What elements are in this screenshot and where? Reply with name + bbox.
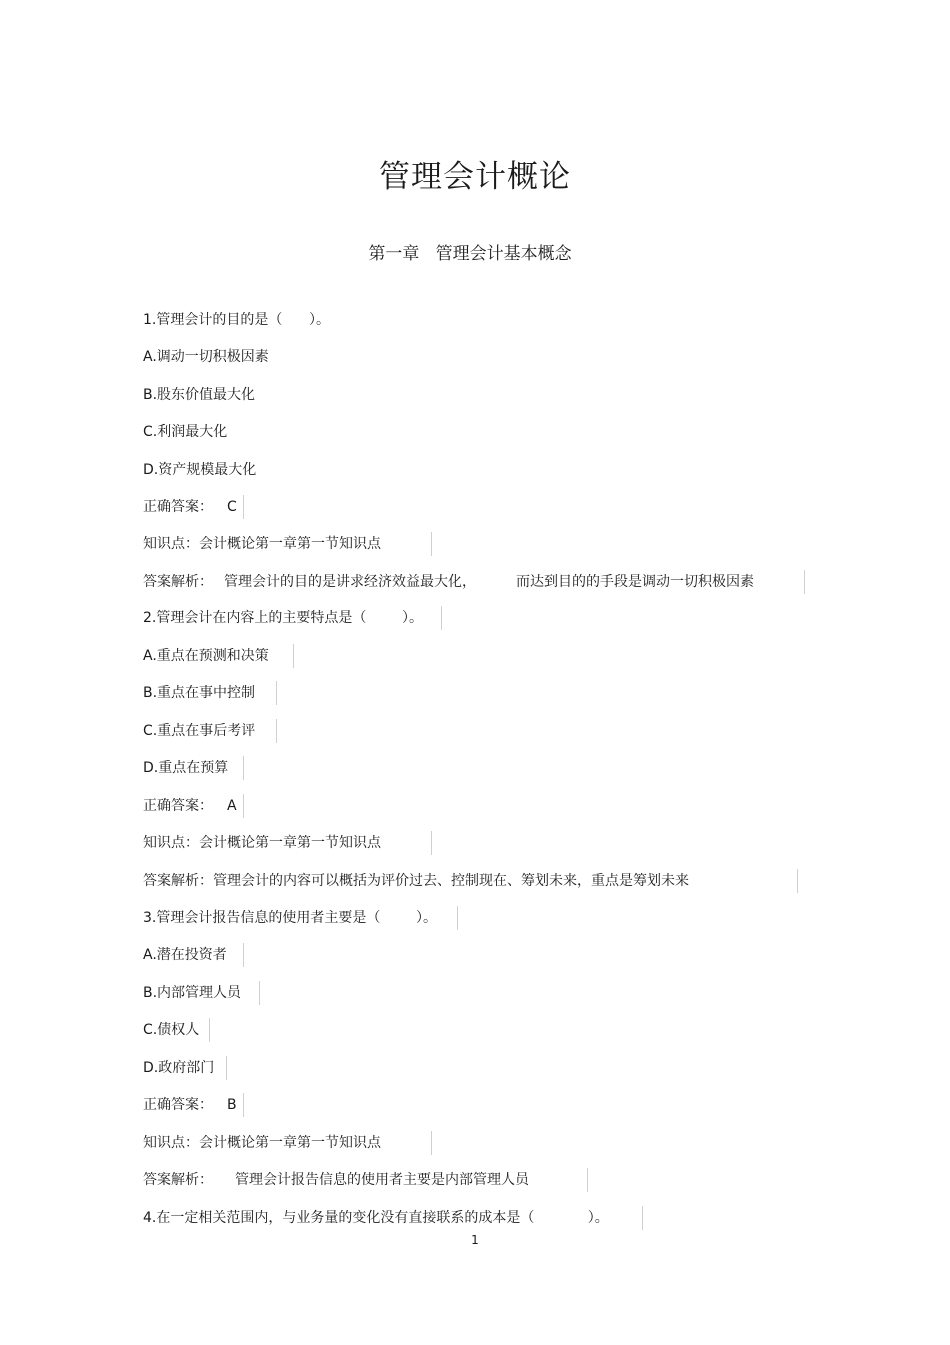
- answer-analysis: [143, 572, 754, 592]
- analysis-label: 答案解析：: [143, 574, 213, 590]
- cell-border: [243, 794, 244, 818]
- analysis-text-continued: 而达到目的的手段是调动一切积极因素: [516, 574, 754, 590]
- cell-border: [276, 681, 277, 705]
- page-number: 1: [471, 1233, 479, 1247]
- option-b: B.重点在事中控制: [143, 685, 256, 701]
- document-title: 管理会计概论: [379, 159, 571, 195]
- cell-border: [259, 981, 260, 1005]
- correct-answer: [143, 1095, 237, 1115]
- cell-border: [587, 1168, 588, 1192]
- option-a: A.重点在预测和决策: [143, 648, 269, 664]
- answer-value: A: [227, 798, 237, 814]
- option-a: A.调动一切积极因素: [143, 349, 269, 365]
- knowledge-point: 知识点：会计概论第一章第一节知识点: [143, 1135, 381, 1151]
- option-a: A.潜在投资者: [143, 947, 227, 963]
- option-b: B.内部管理人员: [143, 985, 242, 1001]
- cell-border: [226, 1056, 227, 1080]
- chapter-heading: 第一章 管理会计基本概念: [368, 244, 572, 264]
- correct-answer: [143, 796, 237, 816]
- option-c: C.债权人: [143, 1022, 200, 1038]
- analysis-text: 管理会计的目的是讲求经济效益最大化，: [224, 574, 476, 590]
- analysis-label: 答案解析：: [143, 1172, 213, 1188]
- option-c: C.利润最大化: [143, 424, 228, 440]
- cell-border: [457, 906, 458, 930]
- answer-value: B: [227, 1097, 237, 1113]
- answer-label: 正确答案：: [143, 1097, 213, 1113]
- cell-border: [441, 606, 442, 630]
- analysis-text: 管理会计报告信息的使用者主要是内部管理人员: [235, 1172, 529, 1188]
- option-d: D.重点在预算: [143, 760, 229, 776]
- answer-label: 正确答案：: [143, 499, 213, 515]
- cell-border: [642, 1206, 643, 1230]
- answer-analysis: [143, 1170, 529, 1190]
- analysis-label: 答案解析：: [143, 873, 213, 889]
- option-b: B.股东价值最大化: [143, 387, 256, 403]
- answer-value: C: [227, 499, 237, 515]
- knowledge-point: 知识点：会计概论第一章第一节知识点: [143, 536, 381, 552]
- cell-border: [431, 1131, 432, 1155]
- cell-border: [804, 570, 805, 594]
- cell-border: [243, 1093, 244, 1117]
- question-stem: 2.管理会计在内容上的主要特点是（ ）。: [143, 610, 423, 626]
- option-d: D.政府部门: [143, 1060, 215, 1076]
- knowledge-point: 知识点：会计概论第一章第一节知识点: [143, 835, 381, 851]
- answer-label: 正确答案：: [143, 798, 213, 814]
- option-d: D.资产规模最大化: [143, 462, 257, 478]
- question-stem: 3.管理会计报告信息的使用者主要是（ ）。: [143, 910, 437, 926]
- option-c: C.重点在事后考评: [143, 723, 256, 739]
- cell-border: [243, 756, 244, 780]
- cell-border: [431, 532, 432, 556]
- cell-border: [276, 719, 277, 743]
- cell-border: [797, 869, 798, 893]
- question-stem: 4.在一定相关范围内，与业务量的变化没有直接联系的成本是（ ）。: [143, 1210, 609, 1226]
- analysis-text: 管理会计的内容可以概括为评价过去、控制现在、筹划未来，重点是筹划未来: [213, 873, 689, 889]
- cell-border: [243, 943, 244, 967]
- cell-border: [293, 644, 294, 668]
- answer-analysis: [143, 871, 689, 891]
- correct-answer: [143, 497, 237, 517]
- cell-border: [243, 495, 244, 519]
- cell-border: [431, 831, 432, 855]
- question-stem: 1.管理会计的目的是（ ）。: [143, 312, 331, 328]
- cell-border: [209, 1018, 210, 1042]
